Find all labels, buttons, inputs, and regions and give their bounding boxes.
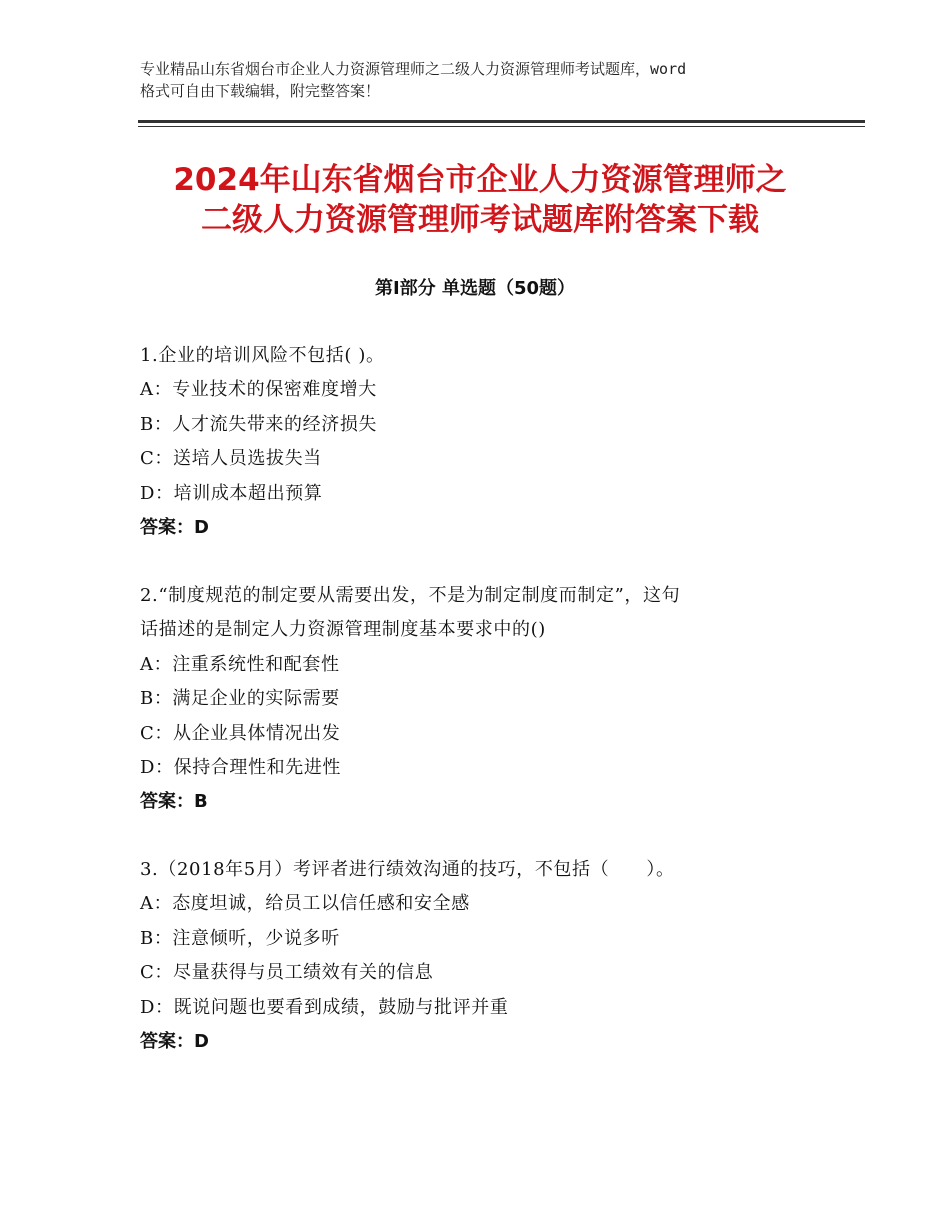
question-3-answer: 答案：D bbox=[140, 1031, 209, 1053]
question-1-answer: 答案：D bbox=[140, 517, 209, 539]
document-title bbox=[80, 160, 880, 240]
question-3-option-c: C：尽量获得与员工绩效有关的信息 bbox=[140, 962, 434, 984]
header-note-line-1: 专业精品山东省烟台市企业人力资源管理师之二级人力资源管理师考试题库，word bbox=[140, 60, 687, 78]
question-3-stem: 3.（2018年5月）考评者进行绩效沟通的技巧，不包括（ ）。 bbox=[140, 859, 675, 880]
question-1 bbox=[140, 339, 820, 545]
header-rule-thick bbox=[138, 120, 865, 123]
question-1-stem: 1.企业的培训风险不包括( )。 bbox=[140, 345, 385, 366]
question-2-option-c: C：从企业具体情况出发 bbox=[140, 722, 341, 744]
question-3-option-d: D：既说问题也要看到成绩，鼓励与批评并重 bbox=[140, 996, 509, 1018]
question-1-option-d: D：培训成本超出预算 bbox=[140, 482, 323, 504]
question-1-option-c: C：送培人员选拔失当 bbox=[140, 448, 322, 470]
question-2-stem-line-2: 话描述的是制定人力资源管理制度基本要求中的() bbox=[140, 619, 546, 641]
section-title: 第Ⅰ部分 单选题（50题） bbox=[374, 278, 575, 299]
header-note-line-2: 格式可自由下载编辑，附完整答案！ bbox=[140, 82, 381, 100]
question-3 bbox=[140, 853, 820, 1059]
header-rule-thin bbox=[138, 126, 865, 127]
document-title-line-1: 2024年山东省烟台市企业人力资源管理师之 bbox=[173, 162, 787, 198]
question-1-option-b: B：人才流失带来的经济损失 bbox=[140, 413, 378, 435]
question-2-option-d: D：保持合理性和先进性 bbox=[140, 757, 342, 779]
question-3-option-b: B：注意倾听，少说多听 bbox=[140, 927, 340, 949]
header-note bbox=[140, 58, 830, 102]
question-1-option-a: A：专业技术的保密难度增大 bbox=[140, 379, 377, 401]
question-2-option-a: A：注重系统性和配套性 bbox=[140, 653, 340, 675]
question-2-stem-line-1: 2.“制度规范的制定要从需要出发，不是为制定制度而制定”，这句 bbox=[140, 585, 681, 606]
question-3-option-a: A：态度坦诚，给员工以信任感和安全感 bbox=[140, 893, 470, 915]
question-2-answer: 答案：B bbox=[140, 791, 208, 813]
question-2-option-b: B：满足企业的实际需要 bbox=[140, 688, 340, 710]
question-2 bbox=[140, 579, 820, 820]
document-title-line-2: 二级人力资源管理师考试题库附答案下载 bbox=[201, 202, 759, 238]
